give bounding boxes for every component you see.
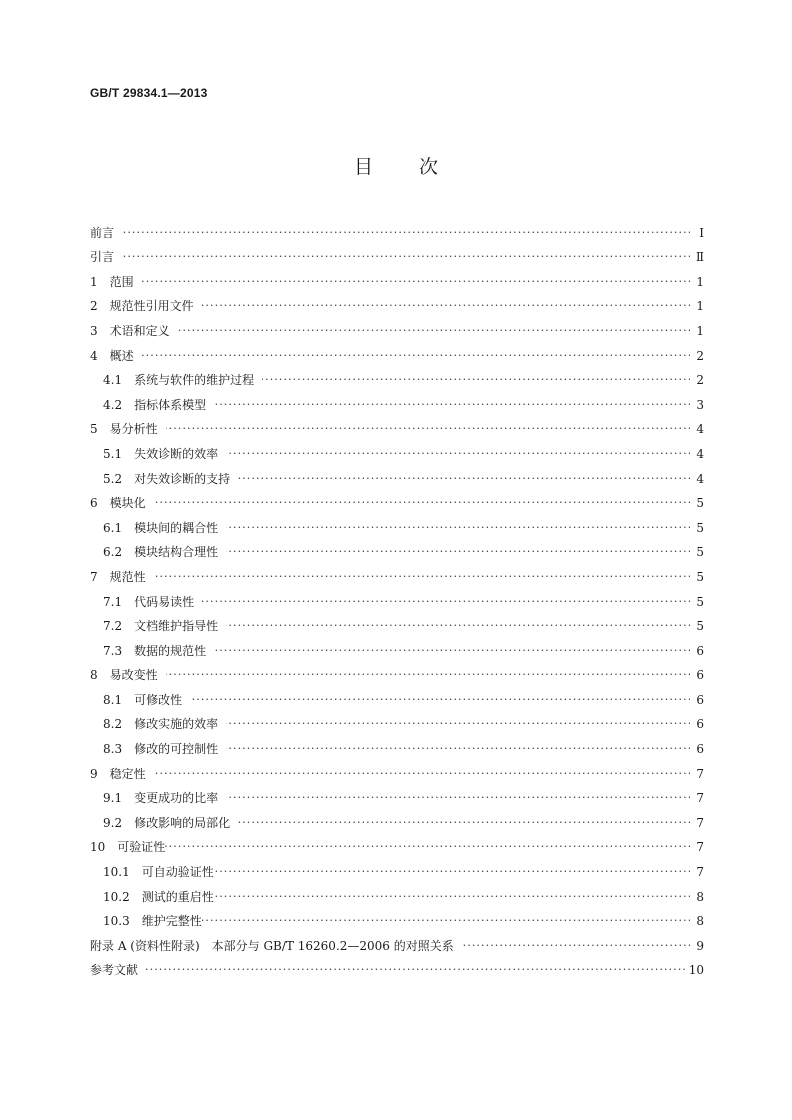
toc-entry-page: 5 <box>696 520 704 535</box>
toc-entry-number: 5 <box>90 422 98 437</box>
toc-entry[interactable] <box>90 215 704 240</box>
toc-entry-label: 易分析性 <box>109 422 158 437</box>
toc-entry-page: 1 <box>696 274 704 289</box>
toc-entry-page: 4 <box>696 446 704 461</box>
toc-entry-label: 失效诊断的效率 <box>134 446 219 461</box>
toc-entry-page: 10 <box>688 963 704 978</box>
toc-entry[interactable] <box>90 559 704 584</box>
toc-subentry[interactable] <box>90 535 704 560</box>
toc-entry[interactable] <box>90 756 704 781</box>
toc-entry-number: 1 <box>90 274 98 289</box>
toc-subentry[interactable] <box>90 904 704 929</box>
toc-entry-label: 修改的可控制性 <box>134 742 219 757</box>
dot-leader <box>178 324 690 338</box>
toc-entry-label: 可自动验证性 <box>141 865 214 880</box>
dot-leader <box>226 742 690 756</box>
toc-entry-page: 7 <box>696 791 704 806</box>
toc-entry-label: 范围 <box>109 274 134 289</box>
toc-entry-page: 7 <box>696 840 704 855</box>
toc-entry-number: 5.1 <box>103 446 123 461</box>
toc-entry-number: 9.2 <box>103 815 123 830</box>
toc-entry-page: 9 <box>696 938 704 953</box>
dot-leader <box>154 570 690 584</box>
toc-entry-number: 8 <box>90 668 98 683</box>
toc-entry-number: 8.3 <box>103 742 123 757</box>
toc-entry-number: 10 <box>90 840 106 855</box>
dot-leader <box>226 447 690 461</box>
dot-leader <box>142 349 690 363</box>
dot-leader <box>166 422 690 436</box>
toc-entry-page: 5 <box>696 619 704 634</box>
toc-entry-label: 数据的规范性 <box>134 643 207 658</box>
toc-entry[interactable] <box>90 486 704 511</box>
toc-entry[interactable] <box>90 830 704 855</box>
toc-subentry[interactable] <box>90 682 704 707</box>
toc-entry-page: 8 <box>696 889 704 904</box>
toc-entry-number: 6.2 <box>103 545 123 560</box>
toc-entry-label: 测试的重启性 <box>141 889 214 904</box>
toc-entry[interactable] <box>90 658 704 683</box>
toc-entry-label: 前言 <box>90 225 115 240</box>
toc-entry-label: 修改影响的局部化 <box>134 815 231 830</box>
toc-entry-page: 6 <box>696 692 704 707</box>
dot-leader <box>214 398 690 412</box>
dot-leader <box>226 791 690 805</box>
toc-entry-number: 7.2 <box>103 619 123 634</box>
toc-entry-page: 1 <box>696 299 704 314</box>
toc-subentry[interactable] <box>90 633 704 658</box>
toc-entry-label: 参考文献 <box>90 963 139 978</box>
toc-entry-page: 3 <box>696 397 704 412</box>
toc-entry-label: 变更成功的比率 <box>134 791 219 806</box>
toc-subentry[interactable] <box>90 805 704 830</box>
toc-subentry[interactable] <box>90 707 704 732</box>
standard-number: GB/T 29834.1—2013 <box>90 86 208 100</box>
toc-entry-number: 7.3 <box>103 643 123 658</box>
toc-subentry[interactable] <box>90 584 704 609</box>
toc-entry[interactable] <box>90 313 704 338</box>
dot-leader <box>202 914 690 928</box>
toc-entry[interactable] <box>90 928 704 953</box>
toc-entry-label: 稳定性 <box>109 766 146 781</box>
toc-entry-label: 模块间的耦合性 <box>134 520 219 535</box>
dot-leader <box>226 545 690 559</box>
toc-entry-label: 可验证性 <box>117 840 166 855</box>
toc-entry-page: 4 <box>696 471 704 486</box>
dot-leader <box>146 963 685 977</box>
dot-leader <box>226 521 690 535</box>
toc-entry-number: 8.1 <box>103 692 123 707</box>
toc-entry-label: 模块化 <box>109 496 146 511</box>
dot-leader <box>154 496 690 510</box>
dot-leader <box>214 890 690 904</box>
toc-entry-page: 5 <box>696 594 704 609</box>
toc-entry-number: 7 <box>90 569 98 584</box>
toc-entry-label: 系统与软件的维护过程 <box>134 373 255 388</box>
title-char-2: 次 <box>419 156 439 178</box>
toc-entry-page: 6 <box>696 643 704 658</box>
toc-entry-number: 7.1 <box>103 594 123 609</box>
toc-entry-label: 对失效诊断的支持 <box>134 471 231 486</box>
dot-leader <box>262 373 690 387</box>
toc-entry-label: 代码易读性 <box>134 594 195 609</box>
toc-entry-label: 附录 A (资料性附录) 本部分与 GB/T 16260.2—2006 的对照关系 <box>90 938 454 953</box>
toc-entry-page: 5 <box>696 569 704 584</box>
title-char-1: 目 <box>353 156 373 178</box>
toc-entry-number: 4.1 <box>103 373 123 388</box>
toc-entry[interactable] <box>90 412 704 437</box>
toc-entry-page: 5 <box>696 496 704 511</box>
dot-leader <box>202 595 690 609</box>
toc-entry-number: 5.2 <box>103 471 123 486</box>
toc-subentry[interactable] <box>90 854 704 879</box>
toc-entry-number: 3 <box>90 323 98 338</box>
toc-entry[interactable] <box>90 289 704 314</box>
toc-entry-page: 7 <box>696 865 704 880</box>
dot-leader <box>166 668 690 682</box>
toc-entry-number: 8.2 <box>103 717 123 732</box>
toc-entry-label: 规范性引用文件 <box>109 299 194 314</box>
toc-entry-page: 6 <box>696 717 704 732</box>
toc-title <box>0 152 792 179</box>
dot-leader <box>214 644 690 658</box>
toc-entry-label: 模块结构合理性 <box>134 545 219 560</box>
toc-entry-number: 6 <box>90 496 98 511</box>
dot-leader <box>214 865 690 879</box>
toc-entry[interactable] <box>90 953 704 978</box>
toc-entry-label: 指标体系模型 <box>134 397 207 412</box>
toc-entry[interactable] <box>90 240 704 265</box>
toc-entry-number: 2 <box>90 299 98 314</box>
toc-entry-number: 6.1 <box>103 520 123 535</box>
table-of-contents <box>90 215 704 977</box>
toc-entry-page: Ⅰ <box>699 225 704 240</box>
toc-entry-page: 8 <box>696 914 704 929</box>
toc-subentry[interactable] <box>90 461 704 486</box>
toc-subentry[interactable] <box>90 731 704 756</box>
toc-entry-number: 10.1 <box>103 865 130 880</box>
toc-entry-label: 维护完整性 <box>141 914 202 929</box>
dot-leader <box>226 717 690 731</box>
toc-entry-number: 10.3 <box>103 914 130 929</box>
dot-leader <box>190 693 690 707</box>
toc-subentry[interactable] <box>90 436 704 461</box>
toc-entry-label: 引言 <box>90 250 115 265</box>
dot-leader <box>122 250 690 264</box>
dot-leader <box>238 816 690 830</box>
toc-entry-page: 1 <box>696 323 704 338</box>
toc-entry-label: 修改实施的效率 <box>134 717 219 732</box>
dot-leader <box>122 226 690 240</box>
toc-entry-label: 文档维护指导性 <box>134 619 219 634</box>
toc-entry-label: 术语和定义 <box>109 323 170 338</box>
toc-entry-page: 6 <box>696 668 704 683</box>
toc-subentry[interactable] <box>90 879 704 904</box>
dot-leader <box>165 840 690 854</box>
toc-entry-label: 规范性 <box>109 569 146 584</box>
dot-leader <box>226 619 690 633</box>
dot-leader <box>202 299 690 313</box>
toc-entry-label: 易改变性 <box>109 668 158 683</box>
toc-subentry[interactable] <box>90 387 704 412</box>
toc-subentry[interactable] <box>90 609 704 634</box>
toc-entry-label: 可修改性 <box>134 692 183 707</box>
toc-subentry[interactable] <box>90 363 704 388</box>
toc-entry-page: 6 <box>696 742 704 757</box>
toc-entry-number: 10.2 <box>103 889 130 904</box>
dot-leader <box>142 275 690 289</box>
toc-entry-page: Ⅱ <box>695 250 704 265</box>
toc-entry-page: 2 <box>696 373 704 388</box>
toc-entry-page: 2 <box>696 348 704 363</box>
toc-entry-number: 4 <box>90 348 98 363</box>
toc-entry[interactable] <box>90 338 704 363</box>
toc-entry-page: 4 <box>696 422 704 437</box>
toc-subentry[interactable] <box>90 510 704 535</box>
toc-entry-number: 9.1 <box>103 791 123 806</box>
dot-leader <box>238 472 690 486</box>
toc-entry-page: 5 <box>696 545 704 560</box>
toc-subentry[interactable] <box>90 781 704 806</box>
dot-leader <box>462 939 690 953</box>
toc-entry-label: 概述 <box>109 348 134 363</box>
toc-entry-page: 7 <box>696 766 704 781</box>
toc-entry-number: 9 <box>90 766 98 781</box>
toc-entry[interactable] <box>90 264 704 289</box>
dot-leader <box>154 767 690 781</box>
toc-entry-number: 4.2 <box>103 397 123 412</box>
toc-entry-page: 7 <box>696 815 704 830</box>
